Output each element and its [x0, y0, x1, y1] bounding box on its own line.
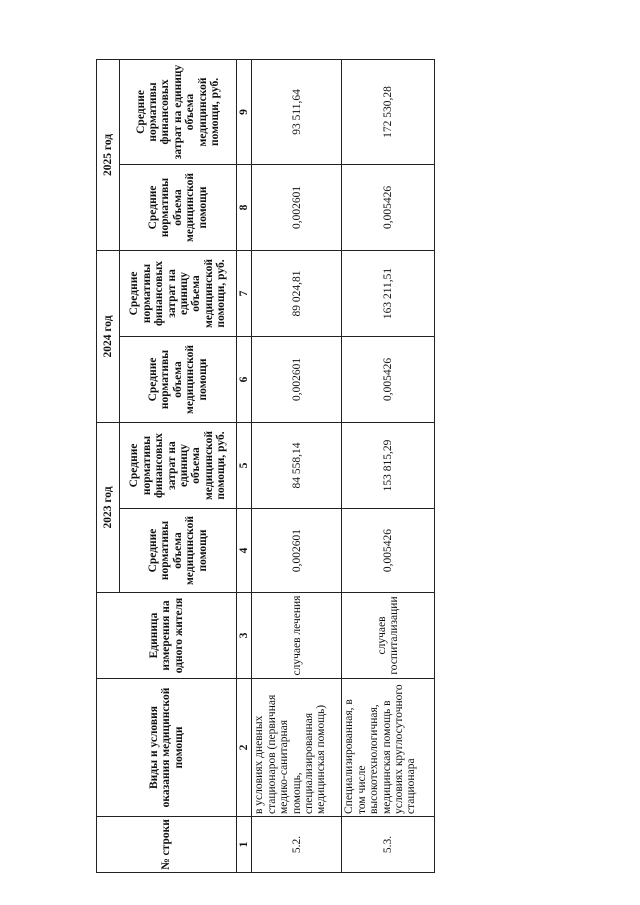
- table-row: [342, 59, 435, 872]
- header-volume-2024: Средние нормативы объема медицинской помощи: [120, 336, 237, 422]
- col-number-5: 5: [237, 422, 252, 508]
- row-number: 5.3.: [342, 817, 435, 873]
- col-number-1: 1: [237, 817, 252, 873]
- row-cost-2025: 93 511,64: [252, 59, 342, 164]
- row-volume-2025: 0,002601: [252, 164, 342, 250]
- col-number-7: 7: [237, 250, 252, 336]
- header-year-2024: 2024 год: [97, 250, 120, 422]
- col-number-3: 3: [237, 593, 252, 679]
- header-cost-2023: Средние нормативы финансовых затрат на единицу объема медицинской помощи, руб.: [120, 422, 237, 508]
- header-year-2023: 2023 год: [97, 422, 120, 592]
- col-number-9: 9: [237, 59, 252, 164]
- header-unit: Единица измерения на одного жителя: [97, 593, 237, 679]
- row-cost-2024: 89 024,81: [252, 250, 342, 336]
- row-cost-2023: 153 815,29: [342, 422, 435, 508]
- col-number-4: 4: [237, 509, 252, 593]
- header-row-no: № строки: [97, 817, 237, 873]
- table-row: [252, 59, 342, 872]
- header-volume-2025: Средние нормативы объема медицинской помощи: [120, 164, 237, 250]
- row-volume-2024: 0,002601: [252, 336, 342, 422]
- col-number-6: 6: [237, 336, 252, 422]
- header-volume-2023: Средние нормативы объема медицинской помощи: [120, 509, 237, 593]
- header-year-2025: 2025 год: [97, 59, 120, 250]
- header-cost-2025: Средние нормативы финансовых затрат на единицу объема медицинской помощи, руб.: [120, 59, 237, 164]
- row-unit: случаев лечения: [252, 593, 342, 679]
- row-number: 5.2.: [252, 817, 342, 873]
- row-cost-2023: 84 558,14: [252, 422, 342, 508]
- row-volume-2023: 0,005426: [342, 509, 435, 593]
- row-cost-2024: 163 211,51: [342, 250, 435, 336]
- row-volume-2024: 0,005426: [342, 336, 435, 422]
- header-row-years: [97, 59, 120, 872]
- row-volume-2023: 0,002601: [252, 509, 342, 593]
- normatives-table: [96, 59, 435, 873]
- col-number-2: 2: [237, 679, 252, 817]
- rotated-table-container: [96, 60, 434, 873]
- header-kind: Виды и условия оказания медицинской помощи: [97, 679, 237, 817]
- row-cost-2025: 172 530,28: [342, 59, 435, 164]
- header-cost-2024: Средние нормативы финансовых затрат на единицу объема медицинской помощи, руб.: [120, 250, 237, 336]
- row-kind: Специализированная, в том числе высокотехнологичная, медицинская помощь в условиях круглосуточного стационара: [342, 679, 435, 817]
- row-volume-2025: 0,005426: [342, 164, 435, 250]
- column-number-row: [237, 59, 252, 872]
- col-number-8: 8: [237, 164, 252, 250]
- row-kind: в условиях дневных стационаров (первичная медико-санитарная помощь, специализированная медицинская помощь): [252, 679, 342, 817]
- row-unit: случаев госпитализации: [342, 593, 435, 679]
